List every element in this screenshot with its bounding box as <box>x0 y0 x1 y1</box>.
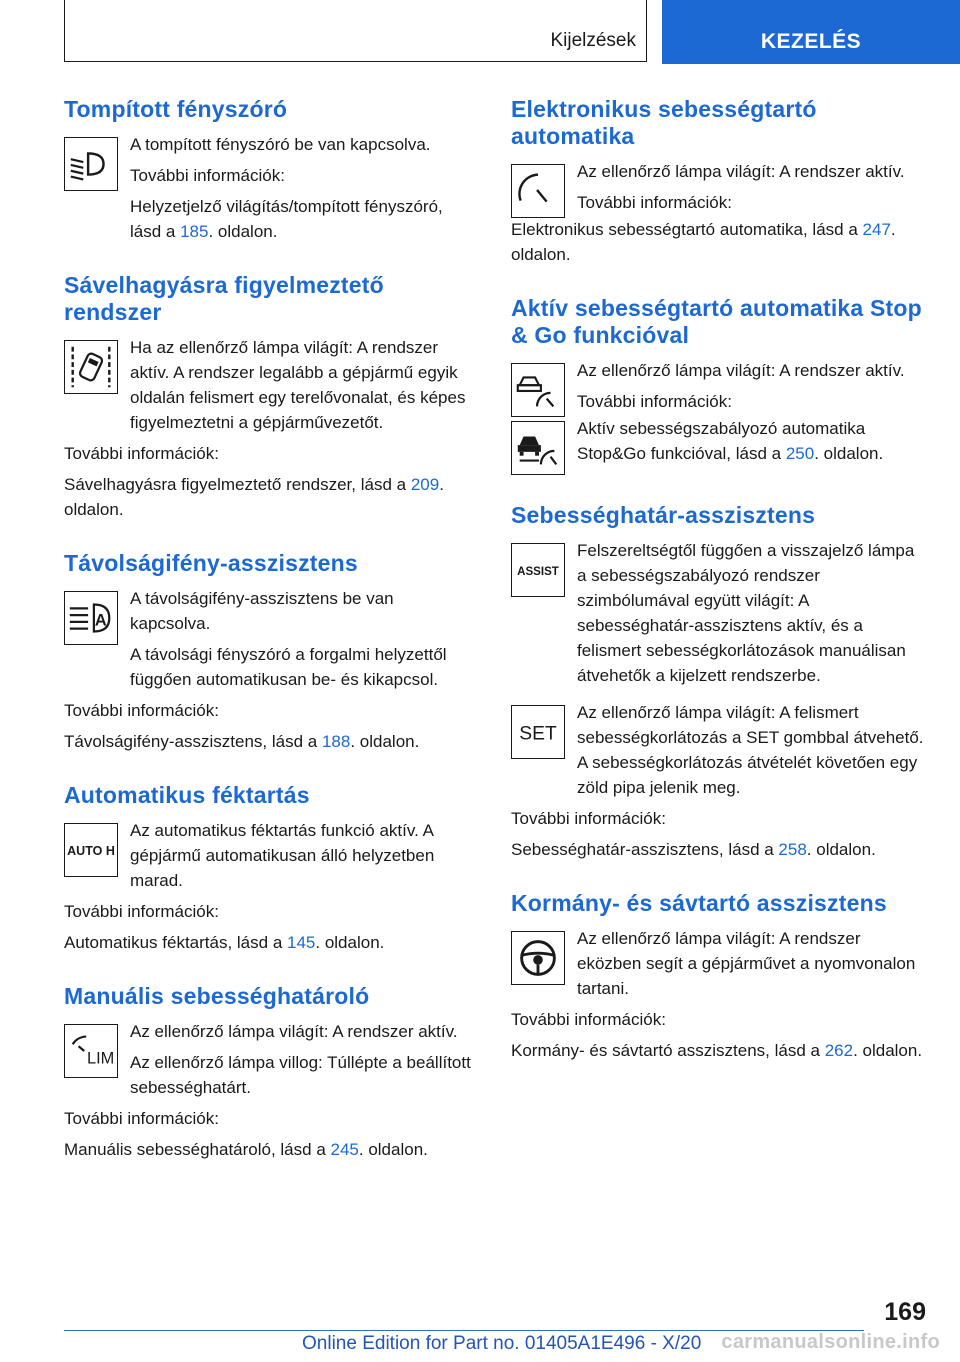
right-column <box>511 96 924 1091</box>
paragraph: Az ellenőrző lámpa világít: A rendszer aktív. <box>577 361 905 380</box>
section-cruise-control <box>511 96 924 267</box>
high-beam-assist-icon <box>64 591 118 645</box>
section-steering-lane-assist <box>511 890 924 1063</box>
page-number: 169 <box>884 1298 926 1326</box>
paragraph: Távolságifény-asszisztens, lásd a 188. oldalon. <box>64 732 420 751</box>
page-link[interactable]: 247 <box>862 220 891 239</box>
section-lane-departure <box>64 272 476 522</box>
paragraph: Az automatikus féktartás funkció aktív. A gépjármű automatikusan álló helyzetben marad. <box>130 821 435 890</box>
low-beam-icon <box>64 137 118 191</box>
page-link[interactable]: 188 <box>321 732 351 751</box>
paragraph: Ha az ellenőrző lámpa világít: A rendszer aktív. A rendszer legalább a gépjármű egyik oldalán felismert egy terelővonalat, és képes figyelmeztetni a gépjárművezetőt. <box>130 338 466 432</box>
svg-text:ASSIST: ASSIST <box>517 565 559 578</box>
paragraph: További információk: <box>511 1010 666 1029</box>
section-speed-limit-assist <box>511 502 924 862</box>
paragraph: További információk: <box>130 166 285 185</box>
section-title: Kormány- és sávtartó asszisztens <box>511 890 887 916</box>
paragraph: Az ellenőrző lámpa világít: A rendszer aktív. <box>130 1022 458 1041</box>
active-cruise-icon <box>511 363 565 417</box>
svg-text:SET: SET <box>519 723 557 745</box>
chapter-title: Kijelzések <box>550 30 636 51</box>
steering-wheel-icon <box>511 931 565 985</box>
paragraph: A távolsági fényszóró a forgalmi helyzettől függően automatikusan be- és kikapcsol. <box>130 645 447 689</box>
watermark: carmanualsonline.info <box>721 1331 940 1353</box>
section-tab-label: KEZELÉS <box>760 30 862 53</box>
paragraph: A távolságifény-asszisztens be van kapcsolva. <box>130 589 394 633</box>
section-low-beam <box>64 96 476 244</box>
paragraph: További információk: <box>64 444 219 463</box>
svg-text:A: A <box>94 611 107 630</box>
paragraph: Sebességhatár-asszisztens, lásd a 258. oldalon. <box>511 840 876 859</box>
paragraph: Felszereltségtől függően a visszajelző lámpa a sebességszabályozó rendszer szimbólumával együtt világít: A sebességhatár-asszisztens aktív, és a felismert sebességkorlátozások manuálisan átvehetők a kijelzett rendszerbe. <box>577 541 915 685</box>
svg-text:AUTO H: AUTO H <box>67 843 115 858</box>
section-title: Manuális sebességhatároló <box>64 983 370 1009</box>
page-link[interactable]: 209 <box>410 475 440 494</box>
page-link[interactable]: 145 <box>287 933 316 952</box>
section-active-cruise <box>511 295 924 474</box>
svg-text:LIM: LIM <box>86 1049 115 1068</box>
page-link[interactable]: 245 <box>330 1140 359 1159</box>
paragraph: Aktív sebességszabályozó automatika Stop&Go funkcióval, lásd a 250. oldalon. <box>577 419 884 463</box>
lane-departure-icon <box>64 340 118 394</box>
paragraph: A tompított fényszóró be van kapcsolva. <box>130 135 431 154</box>
paragraph: Az ellenőrző lámpa villog: Túllépte a beállított sebességhatárt. <box>130 1053 471 1097</box>
paragraph: További információk: <box>64 1109 219 1128</box>
paragraph: Manuális sebességhatároló, lásd a 245. oldalon. <box>64 1140 428 1159</box>
section-title: Aktív sebességtartó automatika Stop & Go funkcióval <box>511 295 922 348</box>
section-title: Tompított fényszóró <box>64 96 288 122</box>
auto-hold-icon <box>64 823 118 877</box>
section-title: Távolságifény-asszisztens <box>64 550 358 576</box>
header-box <box>64 0 647 62</box>
page-link[interactable]: 250 <box>785 444 815 463</box>
paragraph: További információk: <box>64 701 219 720</box>
section-high-beam-assist <box>64 550 476 754</box>
paragraph: Automatikus féktartás, lásd a 145. oldalon. <box>64 933 385 952</box>
set-icon <box>511 705 565 759</box>
left-column <box>64 96 476 1190</box>
section-auto-hold <box>64 782 476 955</box>
paragraph: Sávelhagyásra figyelmeztető rendszer, lásd a 209. oldalon. <box>64 475 444 519</box>
paragraph: Elektronikus sebességtartó automatika, lásd a 247. oldalon. <box>511 220 896 264</box>
section-speed-limiter <box>64 983 476 1162</box>
page-link[interactable]: 258 <box>778 840 807 859</box>
paragraph: Az ellenőrző lámpa világít: A felismert sebességkorlátozás a SET gombbal átvehető. A sebességkorlátozás átvételét követően egy zöld pipa jelenik meg. <box>577 703 924 797</box>
edition-note: Online Edition for Part no. 01405A1E496 - X/20 <box>302 1333 702 1354</box>
paragraph: Az ellenőrző lámpa világít: A rendszer aktív. <box>577 162 905 181</box>
cruise-control-icon <box>511 164 565 218</box>
speed-limiter-icon <box>64 1024 118 1078</box>
paragraph: További információk: <box>577 392 732 411</box>
paragraph: Az ellenőrző lámpa világít: A rendszer eközben segít a gépjárművet a nyomvonalon tartani. <box>577 929 916 998</box>
paragraph: További információk: <box>511 809 666 828</box>
paragraph: További információk: <box>577 193 732 212</box>
assist-icon <box>511 543 565 597</box>
section-title: Automatikus féktartás <box>64 782 310 808</box>
section-title: Elektronikus sebességtartó automatika <box>511 96 817 149</box>
page-link[interactable]: 262 <box>824 1041 854 1060</box>
page-link[interactable]: 185 <box>180 222 209 241</box>
section-tab[interactable] <box>662 0 960 64</box>
active-cruise-vehicle-icon <box>511 421 565 475</box>
paragraph: Kormány- és sávtartó asszisztens, lásd a 262. oldalon. <box>511 1041 923 1060</box>
section-title: Sebességhatár-asszisztens <box>511 502 816 528</box>
paragraph: További információk: <box>64 902 219 921</box>
paragraph: Helyzetjelző világítás/tompított fényszóró, lásd a 185. oldalon. <box>130 197 443 241</box>
section-title: Sávelhagyásra figyelmeztető rendszer <box>64 272 384 325</box>
